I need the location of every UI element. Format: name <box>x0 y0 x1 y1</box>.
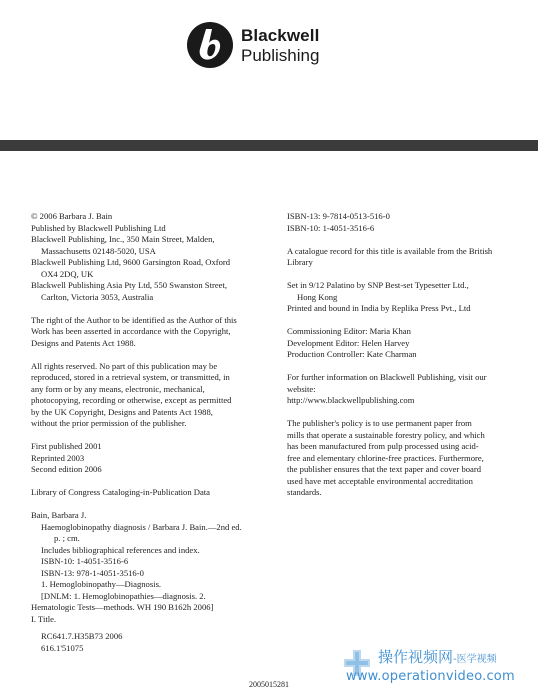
typeset-line: Set in 9/12 Palatino by SNP Best-set Typesetter Ltd., <box>287 280 469 290</box>
left-column <box>31 211 273 654</box>
isbn-block <box>287 211 525 234</box>
website-url: http://www.blackwellpublishing.com <box>287 395 415 405</box>
cip-line: Bain, Barbara J. <box>31 510 87 520</box>
watermark-site-name <box>378 646 497 667</box>
policy-line: mills that operate a sustainable forestry policy, and which <box>287 429 485 440</box>
publisher-name-line2: Publishing <box>241 46 320 65</box>
all-rights-line: any form or by any means, electronic, mechanical, <box>31 383 205 394</box>
copyright-line: Massachusetts 02148-5020, USA <box>41 245 156 256</box>
author-rights-block <box>31 315 273 350</box>
classification-line: RC641.7.H35B73 2006 <box>41 631 123 641</box>
copyright-line: Blackwell Publishing Ltd, 9600 Garsington Road, Oxford <box>31 257 231 267</box>
author-rights-line: Work has been asserted in accordance with the Copyright, <box>31 326 231 336</box>
editors-block <box>287 326 525 361</box>
copyright-line: © 2006 Barbara J. Bain <box>31 211 113 221</box>
all-rights-line: by the UK Copyright, Designs and Patents Act 1988, <box>31 406 213 417</box>
watermark-url: www.operationvideo.com <box>346 669 515 684</box>
all-rights-line: photocopying, recording or otherwise, except as permitted <box>31 395 232 405</box>
isbn-line: ISBN-10: 1-4051-3516-6 <box>287 222 375 233</box>
cip-line: Includes bibliographical references and index. <box>41 544 200 555</box>
header-rule <box>0 140 538 151</box>
typeset-line: Printed and bound in India by Replika Press Pvt., Ltd <box>287 303 471 313</box>
catalogue-block <box>287 246 525 269</box>
copyright-line: Blackwell Publishing, Inc., 350 Main Street, Malden, <box>31 234 215 244</box>
policy-line: standards. <box>287 487 322 497</box>
cip-line: Haemoglobinopathy diagnosis / Barbara J. Bain.—2nd ed. <box>41 521 242 532</box>
policy-line: The publisher's policy is to use permanent paper from <box>287 418 472 428</box>
edition-line: Reprinted 2003 <box>31 452 85 463</box>
editor-line: Development Editor: Helen Harvey <box>287 337 410 348</box>
further-info-line: website: <box>287 383 316 394</box>
editor-line: Production Controller: Kate Charman <box>287 349 417 359</box>
classification-line: 616.1'51075 <box>41 642 84 653</box>
catalogue-line: A catalogue record for this title is available from the British <box>287 245 493 256</box>
all-rights-block <box>31 361 273 430</box>
all-rights-line: All rights reserved. No part of this publication may be <box>31 360 218 371</box>
policy-block <box>287 418 525 499</box>
cip-block <box>31 510 273 625</box>
further-info-line: For further information on Blackwell Publishing, visit our <box>287 372 487 382</box>
policy-line: free and elementary chlorine-free practices. Furthermore, <box>287 452 484 463</box>
watermark-cn-main: 操作视频网 <box>378 648 454 666</box>
blackwell-b-logo-icon <box>186 21 234 69</box>
typeset-line: Hong Kong <box>297 291 338 302</box>
cip-line: ISBN-13: 978-1-4051-3516-0 <box>41 567 144 578</box>
cip-line: [DNLM: 1. Hemoglobinopathies—diagnosis. 2. <box>41 590 206 601</box>
further-info-block <box>287 372 525 407</box>
copyright-line: OX4 2DQ, UK <box>41 268 94 279</box>
policy-line: used have met acceptable environmental accreditation <box>287 475 473 486</box>
cip-line: ISBN-10: 1-4051-3516-6 <box>41 556 129 566</box>
copyright-line: Carlton, Victoria 3053, Australia <box>41 291 154 302</box>
cip-line: I. Title. <box>31 613 57 624</box>
edition-line: Second edition 2006 <box>31 464 102 474</box>
edition-line: First published 2001 <box>31 441 102 451</box>
publisher-name-line1: Blackwell <box>241 26 320 45</box>
typeset-block <box>287 280 525 315</box>
copyright-line: Blackwell Publishing Asia Pty Ltd, 550 Swanston Street, <box>31 280 227 290</box>
cip-line: 1. Hemoglobinopathy—Diagnosis. <box>41 579 162 589</box>
all-rights-line: without the prior permission of the publisher. <box>31 418 187 428</box>
copyright-block <box>31 211 273 303</box>
editor-line: Commissioning Editor: Maria Khan <box>287 326 411 336</box>
classification-block <box>31 631 273 654</box>
cip-heading: Library of Congress Cataloging-in-Publication Data <box>31 487 210 497</box>
policy-line: has been manufactured from pulp processed using acid- <box>287 441 479 451</box>
watermark-cn-sub: -医学视频 <box>453 654 497 665</box>
all-rights-line: reproduced, stored in a retrieval system, or transmitted, in <box>31 372 230 382</box>
publisher-name <box>241 25 319 66</box>
author-rights-line: Designs and Patents Act 1988. <box>31 337 136 348</box>
cip-line: Hematologic Tests—methods. WH 190 B162h 2006] <box>31 602 214 612</box>
policy-line: the publisher ensures that the text paper and cover board <box>287 464 482 474</box>
copyright-line: Published by Blackwell Publishing Ltd <box>31 222 166 233</box>
footer-number: 2005015281 <box>249 680 289 689</box>
isbn-line: ISBN-13: 9-7814-0513-516-0 <box>287 211 390 221</box>
right-column <box>287 211 525 499</box>
catalogue-line: Library <box>287 257 313 267</box>
publisher-logo <box>186 21 346 69</box>
author-rights-line: The right of the Author to be identified as the Author of this <box>31 314 237 325</box>
editions-block <box>31 441 273 476</box>
cip-line: p. ; cm. <box>54 533 80 543</box>
